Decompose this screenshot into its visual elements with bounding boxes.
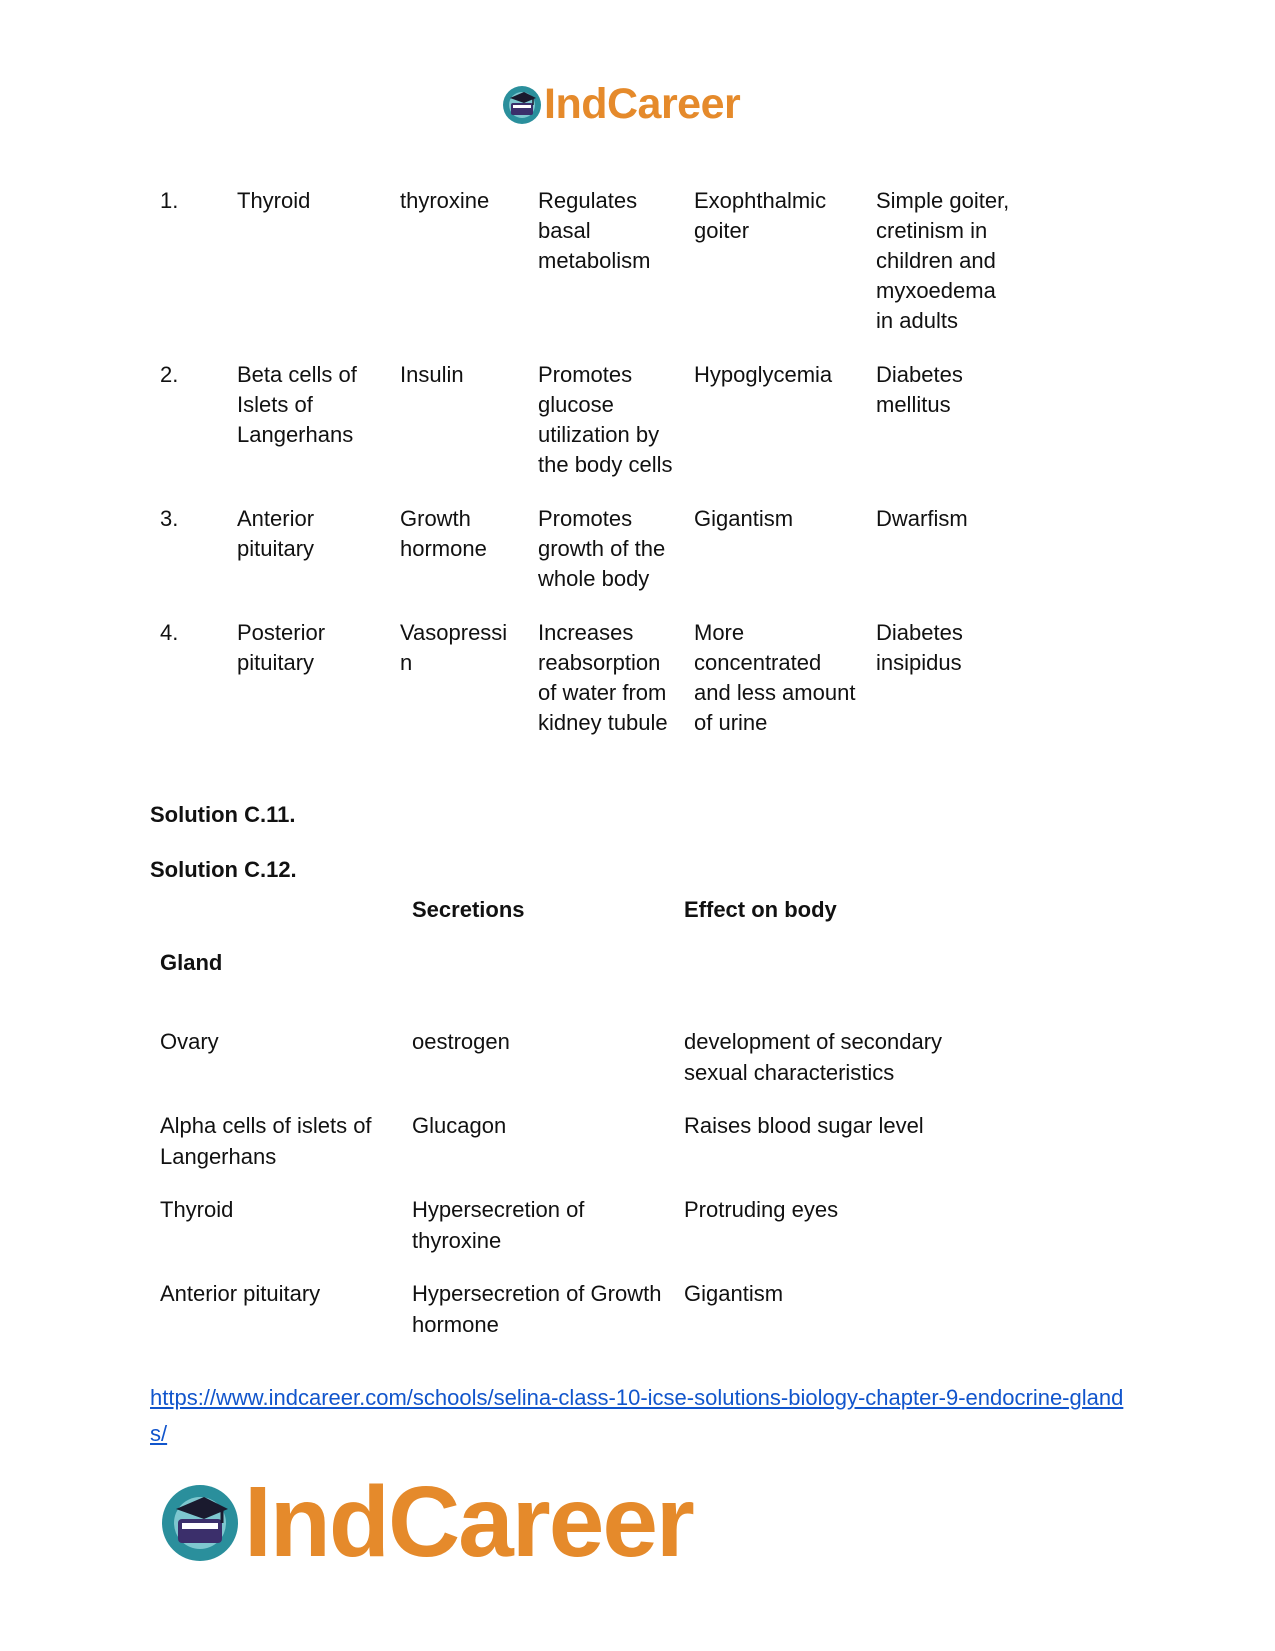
row-number: 2. [160,362,179,387]
table-header-row [150,918,994,1026]
table-row [150,1278,994,1362]
gland-cell: Thyroid [160,1197,234,1222]
hormone-cell: thyroxine [400,188,490,213]
solution-c11-heading: Solution C.11. [150,802,296,827]
endocrine-table [150,186,1026,762]
gland-cell: Thyroid [237,188,311,213]
row-number: 4. [160,620,179,645]
hypo-effect-cell: Simple goiter, cretinism in children and myxoedema in adults [876,188,1010,333]
effect-cell: development of secondary sexual characteristics [684,1029,943,1085]
table-row [150,1194,994,1278]
table-row [150,1026,994,1110]
secretion-cell: Hypersecretion of Growth hormone [412,1281,662,1337]
gland-cell: Ovary [160,1029,219,1054]
effect-cell: Gigantism [684,1281,784,1306]
table-row [150,1110,994,1194]
table-row [150,504,1026,618]
gland-cell: Beta cells of Islets of Langerhans [237,362,357,447]
hyper-effect-cell: Gigantism [694,506,794,531]
function-cell: Promotes growth of the whole body [538,506,666,591]
table-row [150,186,1026,360]
graduation-book-icon [160,1483,240,1563]
header-effect: Effect on body [684,897,837,922]
gland-cell: Alpha cells of islets of Langerhans [160,1113,372,1169]
row-number: 3. [160,506,179,531]
hormone-cell: Growth hormone [400,506,487,561]
hormone-cell: Vasopressin [400,620,508,675]
source-url-link[interactable]: https://www.indcareer.com/schools/selina-class-10-icse-solutions-biology-chapter-9-endocrine-glands/ [150,1385,1124,1446]
gland-secretion-table [150,897,994,1362]
row-number: 1. [160,188,179,213]
solution-c12-heading: Solution C.12. [150,857,297,882]
function-cell: Promotes glucose utilization by the body cells [538,362,673,477]
function-cell: Regulates basal metabolism [538,188,651,273]
indcareer-logo-footer [160,1465,693,1580]
graduation-book-icon [502,85,542,125]
table-row [150,360,1026,504]
header-gland: Gland [160,950,223,975]
hypo-effect-cell: Diabetes insipidus [876,620,963,675]
secretion-cell: Glucagon [412,1113,507,1138]
header-secretions: Secretions [412,897,525,922]
function-cell: Increases reabsorption of water from kidney tubule [538,620,668,735]
logo-wordmark: IndCareer [244,1466,693,1578]
gland-cell: Anterior pituitary [237,506,315,561]
secretion-cell: oestrogen [412,1029,510,1054]
gland-cell: Anterior pituitary [160,1281,321,1306]
logo-wordmark: IndCareer [544,80,741,128]
table-row [150,618,1026,762]
effect-cell: Protruding eyes [684,1197,839,1222]
indcareer-logo-header [502,80,740,129]
effect-cell: Raises blood sugar level [684,1113,924,1138]
hyper-effect-cell: More concentrated and less amount of urine [694,620,856,735]
hypo-effect-cell: Dwarfism [876,506,968,531]
hypo-effect-cell: Diabetes mellitus [876,362,963,417]
gland-cell: Posterior pituitary [237,620,326,675]
secretion-cell: Hypersecretion of thyroxine [412,1197,585,1253]
hormone-cell: Insulin [400,362,464,387]
hyper-effect-cell: Hypoglycemia [694,362,833,387]
hyper-effect-cell: Exophthalmic goiter [694,188,827,243]
